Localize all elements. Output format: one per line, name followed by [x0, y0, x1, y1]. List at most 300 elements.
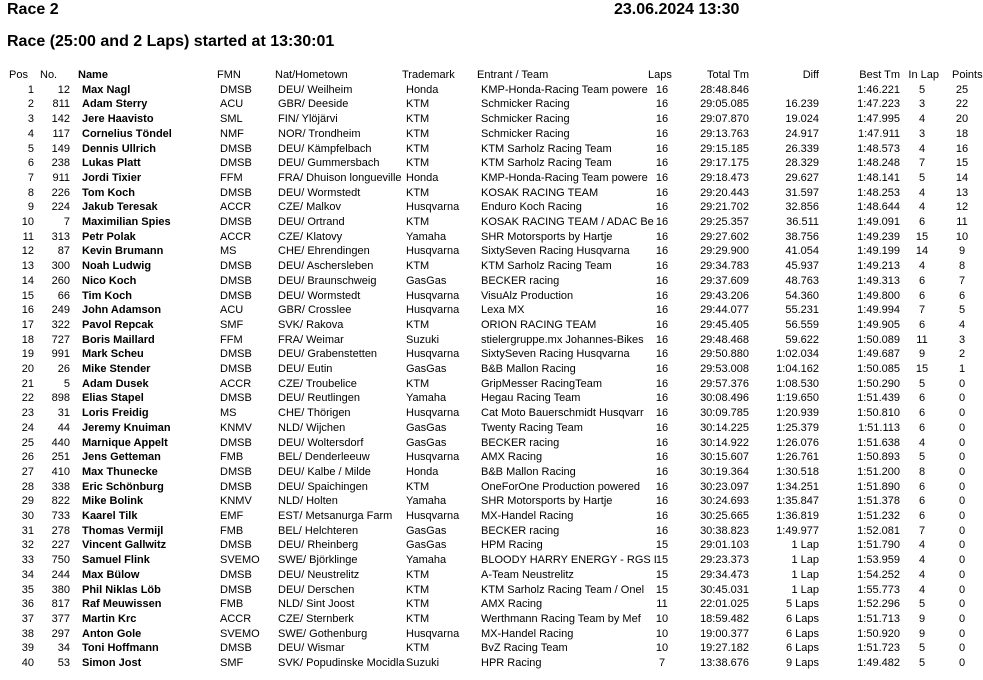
- table-row: [0, 289, 981, 304]
- total-time-cell: 29:18.473: [700, 171, 749, 184]
- nat-hometown-cell: DEU/ Kämpfelbach: [278, 142, 372, 155]
- points-cell: 0: [958, 510, 966, 522]
- table-row: [0, 142, 981, 157]
- pos-cell: 13: [21, 260, 34, 273]
- name-cell: Kaarel Tilk: [82, 510, 138, 522]
- nat-hometown-cell: DEU/ Eutin: [278, 363, 333, 375]
- diff-cell: 5 Laps: [785, 598, 819, 611]
- trademark-cell: GasGas: [406, 421, 447, 434]
- pos-cell: 36: [21, 598, 34, 611]
- name-cell: Martin Krc: [82, 612, 137, 625]
- nat-hometown-cell: DEU/ Rheinberg: [278, 539, 359, 552]
- name-cell: Jakub Teresak: [82, 201, 158, 214]
- number-cell: 31: [57, 407, 70, 420]
- trademark-cell: KTM: [406, 113, 430, 126]
- fmn-cell: DMSB: [220, 363, 252, 375]
- number-cell: 898: [51, 392, 70, 405]
- table-row: [0, 97, 981, 112]
- nat-hometown-cell: DEU/ Aschersleben: [278, 260, 374, 273]
- header-team: Entrant / Team: [477, 69, 549, 81]
- pos-cell: 10: [21, 216, 34, 228]
- laps-cell: 16: [655, 201, 669, 214]
- points-cell: 22: [955, 98, 969, 111]
- diff-cell: 54.360: [785, 289, 819, 302]
- name-cell: Loris Freidig: [82, 407, 149, 420]
- total-time-cell: 29:01.103: [700, 539, 749, 552]
- table-row: [0, 553, 981, 568]
- fmn-cell: SML: [220, 113, 243, 126]
- total-time-cell: 28:48.846: [700, 83, 749, 96]
- fmn-cell: DMSB: [220, 436, 252, 449]
- trademark-cell: Husqvarna: [406, 201, 460, 214]
- total-time-cell: 19:27.182: [700, 642, 749, 655]
- name-cell: Max Nagl: [82, 83, 131, 96]
- fmn-cell: DMSB: [220, 465, 252, 478]
- best-time-cell: 1:49.213: [857, 260, 900, 273]
- pos-cell: 34: [21, 568, 34, 581]
- in-lap-cell: 9: [918, 348, 926, 361]
- nat-hometown-cell: FRA/ Dhuison longueville: [278, 171, 402, 184]
- in-lap-cell: 11: [916, 333, 928, 346]
- team-cell: stielergruppe.mx Johannes-Bikes: [481, 333, 644, 346]
- pos-cell: 19: [21, 348, 34, 361]
- pos-cell: 30: [21, 510, 34, 522]
- nat-hometown-cell: DEU/ Weilheim: [278, 83, 353, 96]
- diff-cell: 1 Lap: [791, 554, 819, 567]
- points-cell: 0: [958, 465, 966, 478]
- team-cell: SHR Motorsports by Hartje: [481, 495, 613, 508]
- team-cell: KOSAK RACING TEAM / ADAC Be: [481, 216, 654, 228]
- in-lap-cell: 4: [918, 554, 926, 567]
- nat-hometown-cell: DEU/ Derschen: [278, 583, 355, 596]
- total-time-cell: 19:00.377: [700, 627, 749, 640]
- laps-cell: 16: [655, 436, 669, 449]
- nat-hometown-cell: NLD/ Wijchen: [278, 421, 346, 434]
- total-time-cell: 29:23.373: [700, 554, 749, 567]
- nat-hometown-cell: CZE/ Malkov: [278, 201, 341, 214]
- trademark-cell: Husqvarna: [406, 348, 460, 361]
- in-lap-cell: 6: [918, 392, 926, 405]
- trademark-cell: KTM: [406, 260, 430, 273]
- nat-hometown-cell: DEU/ Wormstedt: [278, 186, 361, 199]
- in-lap-cell: 7: [918, 157, 926, 170]
- pos-cell: 18: [21, 333, 34, 346]
- diff-cell: 38.756: [785, 230, 819, 243]
- in-lap-cell: 3: [918, 127, 926, 140]
- number-cell: 911: [52, 171, 70, 184]
- total-time-cell: 29:43.206: [700, 289, 749, 302]
- best-time-cell: 1:46.221: [857, 83, 900, 96]
- trademark-cell: KTM: [406, 583, 430, 596]
- best-time-cell: 1:48.644: [857, 201, 900, 214]
- laps-cell: 7: [658, 657, 666, 669]
- name-cell: Mike Stender: [82, 363, 151, 375]
- team-cell: MX-Handel Racing: [481, 627, 574, 640]
- number-cell: 87: [57, 245, 70, 258]
- diff-cell: 1:49.977: [776, 524, 819, 537]
- table-row: [0, 509, 981, 524]
- team-cell: B&B Mallon Racing: [481, 465, 576, 478]
- table-row: [0, 318, 981, 333]
- team-cell: BvZ Racing Team: [481, 642, 568, 655]
- number-cell: 44: [57, 421, 70, 434]
- in-lap-cell: 7: [918, 304, 926, 317]
- laps-cell: 16: [655, 127, 669, 140]
- points-cell: 0: [958, 642, 966, 655]
- total-time-cell: 29:25.357: [700, 216, 749, 228]
- points-cell: 0: [958, 421, 966, 434]
- table-row: [0, 362, 981, 377]
- name-cell: Kevin Brumann: [82, 245, 164, 258]
- header-trademark: Trademark: [402, 69, 455, 81]
- total-time-cell: 18:59.482: [700, 612, 749, 625]
- points-cell: 0: [958, 539, 966, 552]
- best-time-cell: 1:51.113: [857, 421, 900, 434]
- best-time-cell: 1:49.905: [857, 318, 900, 331]
- pos-cell: 37: [21, 612, 34, 625]
- best-time-cell: 1:49.800: [857, 289, 900, 302]
- trademark-cell: KTM: [406, 98, 430, 111]
- points-cell: 0: [958, 554, 966, 567]
- table-row: [0, 421, 981, 436]
- name-cell: Phil Niklas Löb: [82, 583, 161, 596]
- fmn-cell: EMF: [220, 510, 244, 522]
- results-header-row: [0, 68, 981, 83]
- total-time-cell: 22:01.025: [700, 598, 749, 611]
- nat-hometown-cell: DEU/ Ortrand: [278, 216, 345, 228]
- pos-cell: 23: [21, 407, 34, 420]
- total-time-cell: 30:19.364: [700, 465, 749, 478]
- name-cell: Raf Meuwissen: [82, 598, 162, 611]
- points-cell: 4: [958, 318, 966, 331]
- total-time-cell: 29:13.763: [700, 127, 749, 140]
- name-cell: Maximilian Spies: [82, 216, 171, 228]
- team-cell: KTM Sarholz Racing Team: [481, 157, 612, 170]
- table-row: [0, 259, 981, 274]
- fmn-cell: DMSB: [220, 260, 252, 273]
- nat-hometown-cell: BEL/ Helchteren: [278, 524, 359, 537]
- pos-cell: 29: [21, 495, 34, 508]
- number-cell: 244: [51, 568, 70, 581]
- laps-cell: 16: [655, 495, 669, 508]
- fmn-cell: SVEMO: [220, 627, 260, 640]
- fmn-cell: DMSB: [220, 83, 252, 96]
- total-time-cell: 29:34.473: [700, 568, 749, 581]
- laps-cell: 16: [655, 83, 669, 96]
- number-cell: 117: [52, 127, 70, 140]
- team-cell: BECKER racing: [481, 524, 560, 537]
- table-row: [0, 244, 981, 259]
- pos-cell: 20: [21, 363, 34, 375]
- total-time-cell: 30:08.496: [700, 392, 749, 405]
- best-time-cell: 1:47.223: [857, 98, 900, 111]
- name-cell: Vincent Gallwitz: [82, 539, 167, 552]
- pos-cell: 21: [21, 377, 34, 390]
- name-cell: Boris Maillard: [82, 333, 155, 346]
- name-cell: Noah Ludwig: [82, 260, 152, 273]
- trademark-cell: Suzuki: [406, 333, 440, 346]
- team-cell: Schmicker Racing: [481, 98, 570, 111]
- best-time-cell: 1:49.313: [857, 274, 900, 287]
- number-cell: 249: [51, 304, 70, 317]
- laps-cell: 16: [655, 318, 669, 331]
- fmn-cell: DMSB: [220, 583, 252, 596]
- in-lap-cell: 6: [918, 421, 926, 434]
- table-row: [0, 465, 981, 480]
- pos-cell: 40: [21, 657, 34, 669]
- in-lap-cell: 7: [918, 524, 926, 537]
- trademark-cell: GasGas: [406, 524, 447, 537]
- fmn-cell: DMSB: [220, 274, 252, 287]
- fmn-cell: DMSB: [220, 216, 252, 228]
- diff-cell: 1 Lap: [791, 539, 819, 552]
- trademark-cell: Honda: [406, 83, 439, 96]
- header-fmn: FMN: [217, 69, 241, 81]
- points-cell: 0: [958, 583, 966, 596]
- fmn-cell: ACCR: [220, 377, 252, 390]
- pos-cell: 5: [27, 142, 34, 155]
- nat-hometown-cell: DEU/ Woltersdorf: [278, 436, 364, 449]
- trademark-cell: Husqvarna: [406, 510, 460, 522]
- points-cell: 3: [958, 333, 966, 346]
- best-time-cell: 1:49.091: [857, 216, 900, 228]
- table-row: [0, 156, 981, 171]
- number-cell: 238: [51, 157, 70, 170]
- nat-hometown-cell: DEU/ Braunschweig: [278, 274, 377, 287]
- header-best-time: Best Tm: [859, 69, 900, 81]
- table-row: [0, 568, 981, 583]
- points-cell: 1: [958, 363, 966, 375]
- pos-cell: 35: [21, 583, 34, 596]
- team-cell: SixtySeven Racing Husqvarna: [481, 348, 630, 361]
- total-time-cell: 29:20.443: [700, 186, 749, 199]
- trademark-cell: KTM: [406, 598, 430, 611]
- laps-cell: 15: [655, 583, 669, 596]
- fmn-cell: KNMV: [220, 495, 252, 508]
- points-cell: 0: [958, 568, 966, 581]
- team-cell: ORION RACING TEAM: [481, 318, 597, 331]
- total-time-cell: 29:57.376: [700, 377, 749, 390]
- in-lap-cell: 5: [918, 642, 926, 655]
- laps-cell: 10: [655, 627, 669, 640]
- pos-cell: 22: [21, 392, 34, 405]
- total-time-cell: 30:24.693: [700, 495, 749, 508]
- in-lap-cell: 4: [918, 436, 926, 449]
- header-no: No.: [40, 69, 58, 81]
- fmn-cell: ACCR: [220, 612, 252, 625]
- total-time-cell: 29:45.405: [700, 318, 749, 331]
- table-row: [0, 112, 981, 127]
- total-time-cell: 30:38.823: [700, 524, 749, 537]
- best-time-cell: 1:51.713: [857, 612, 900, 625]
- name-cell: Pavol Repcak: [82, 318, 154, 331]
- points-cell: 0: [958, 598, 966, 611]
- pos-cell: 17: [21, 318, 34, 331]
- table-row: [0, 186, 981, 201]
- number-cell: 377: [51, 612, 70, 625]
- team-cell: HPM Racing: [481, 539, 543, 552]
- pos-cell: 14: [21, 274, 34, 287]
- table-row: [0, 656, 981, 671]
- nat-hometown-cell: DEU/ Wismar: [278, 642, 345, 655]
- table-row: [0, 83, 981, 98]
- table-row: [0, 303, 981, 318]
- number-cell: 817: [51, 598, 70, 611]
- team-cell: Enduro Koch Racing: [481, 201, 582, 214]
- points-cell: 14: [955, 171, 969, 184]
- nat-hometown-cell: DEU/ Wormstedt: [278, 289, 361, 302]
- name-cell: Jere Haavisto: [82, 113, 154, 126]
- name-cell: Cornelius Töndel: [82, 127, 172, 140]
- trademark-cell: Husqvarna: [406, 304, 460, 317]
- number-cell: 300: [51, 260, 70, 273]
- nat-hometown-cell: BEL/ Denderleeuw: [278, 451, 370, 464]
- best-time-cell: 1:51.790: [857, 539, 900, 552]
- pos-cell: 15: [21, 289, 34, 302]
- team-cell: SixtySeven Racing Husqvarna: [481, 245, 630, 258]
- trademark-cell: KTM: [406, 216, 430, 228]
- number-cell: 733: [51, 510, 70, 522]
- fmn-cell: FFM: [220, 333, 243, 346]
- pos-cell: 39: [21, 642, 34, 655]
- points-cell: 0: [958, 377, 966, 390]
- nat-hometown-cell: FIN/ Ylöjärvi: [278, 113, 338, 126]
- trademark-cell: Husqvarna: [406, 627, 460, 640]
- table-row: [0, 215, 981, 230]
- diff-cell: 59.622: [785, 333, 819, 346]
- pos-cell: 6: [27, 157, 34, 170]
- fmn-cell: NMF: [220, 127, 244, 140]
- best-time-cell: 1:47.911: [857, 127, 900, 140]
- name-cell: Simon Jost: [82, 657, 142, 669]
- table-row: [0, 612, 981, 627]
- laps-cell: 16: [655, 245, 669, 258]
- best-time-cell: 1:51.723: [857, 642, 900, 655]
- fmn-cell: DMSB: [220, 568, 252, 581]
- in-lap-cell: 6: [918, 510, 926, 522]
- best-time-cell: 1:49.482: [857, 657, 900, 669]
- laps-cell: 15: [655, 554, 669, 567]
- pos-cell: 25: [21, 436, 34, 449]
- in-lap-cell: 5: [918, 83, 926, 96]
- diff-cell: 1:25.379: [776, 421, 819, 434]
- best-time-cell: 1:50.085: [857, 363, 900, 375]
- points-cell: 11: [956, 216, 968, 228]
- fmn-cell: DMSB: [220, 348, 252, 361]
- in-lap-cell: 6: [918, 480, 926, 493]
- best-time-cell: 1:50.089: [857, 333, 900, 346]
- table-row: [0, 377, 981, 392]
- pos-cell: 27: [21, 465, 34, 478]
- diff-cell: 28.329: [785, 157, 819, 170]
- pos-cell: 2: [27, 98, 34, 111]
- trademark-cell: Honda: [406, 171, 439, 184]
- points-cell: 15: [955, 157, 969, 170]
- points-cell: 0: [958, 451, 966, 464]
- in-lap-cell: 3: [918, 98, 926, 111]
- trademark-cell: GasGas: [406, 363, 447, 375]
- best-time-cell: 1:54.252: [857, 568, 900, 581]
- team-cell: BLOODY HARRY ENERGY - RGS I: [481, 554, 657, 567]
- team-cell: BECKER racing: [481, 436, 560, 449]
- in-lap-cell: 15: [915, 230, 929, 243]
- table-row: [0, 524, 981, 539]
- trademark-cell: Husqvarna: [406, 407, 460, 420]
- fmn-cell: MS: [220, 245, 237, 258]
- nat-hometown-cell: DEU/ Spaichingen: [278, 480, 368, 493]
- name-cell: Thomas Vermijl: [82, 524, 164, 537]
- in-lap-cell: 4: [918, 186, 926, 199]
- fmn-cell: FFM: [220, 171, 243, 184]
- diff-cell: 1:08.530: [776, 377, 819, 390]
- in-lap-cell: 4: [918, 113, 926, 126]
- laps-cell: 10: [655, 642, 669, 655]
- fmn-cell: ACU: [220, 304, 244, 317]
- laps-cell: 16: [655, 524, 669, 537]
- points-cell: 10: [955, 230, 969, 243]
- laps-cell: 15: [655, 539, 669, 552]
- laps-cell: 16: [655, 186, 669, 199]
- number-cell: 26: [57, 363, 70, 375]
- laps-cell: 16: [655, 230, 669, 243]
- table-row: [0, 230, 981, 245]
- diff-cell: 55.231: [785, 304, 819, 317]
- team-cell: Lexa MX: [481, 304, 525, 317]
- team-cell: HPR Racing: [481, 657, 542, 669]
- total-time-cell: 30:45.031: [700, 583, 749, 596]
- trademark-cell: Yamaha: [406, 495, 447, 508]
- number-cell: 34: [57, 642, 70, 655]
- fmn-cell: FMB: [220, 524, 244, 537]
- pos-cell: 31: [21, 524, 34, 537]
- laps-cell: 16: [655, 260, 669, 273]
- table-row: [0, 480, 981, 495]
- fmn-cell: DMSB: [220, 157, 252, 170]
- number-cell: 297: [51, 627, 70, 640]
- laps-cell: 16: [655, 274, 669, 287]
- name-cell: Jens Getteman: [82, 451, 161, 464]
- trademark-cell: KTM: [406, 127, 430, 140]
- fmn-cell: DMSB: [220, 186, 252, 199]
- points-cell: 0: [958, 480, 966, 493]
- name-cell: Anton Gole: [82, 627, 142, 640]
- best-time-cell: 1:51.890: [857, 480, 900, 493]
- total-time-cell: 29:48.468: [700, 333, 749, 346]
- best-time-cell: 1:49.687: [857, 348, 900, 361]
- team-cell: AMX Racing: [481, 451, 543, 464]
- name-cell: Tim Koch: [82, 289, 132, 302]
- diff-cell: 1 Lap: [791, 583, 819, 596]
- number-cell: 227: [51, 539, 70, 552]
- in-lap-cell: 4: [918, 568, 926, 581]
- pos-cell: 28: [21, 480, 34, 493]
- diff-cell: 1:30.518: [776, 465, 819, 478]
- in-lap-cell: 4: [918, 539, 926, 552]
- pos-cell: 1: [27, 83, 34, 96]
- number-cell: 750: [51, 554, 70, 567]
- points-cell: 18: [955, 127, 969, 140]
- trademark-cell: KTM: [406, 157, 430, 170]
- nat-hometown-cell: EST/ Metsanurga Farm: [278, 510, 393, 522]
- laps-cell: 16: [655, 377, 669, 390]
- team-cell: Cat Moto Bauerschmidt Husqvarr: [481, 407, 644, 420]
- total-time-cell: 29:21.702: [700, 201, 749, 214]
- table-row: [0, 274, 981, 289]
- points-cell: 6: [958, 289, 966, 302]
- points-cell: 12: [955, 201, 969, 214]
- number-cell: 142: [51, 113, 70, 126]
- nat-hometown-cell: DEU/ Grabenstetten: [278, 348, 378, 361]
